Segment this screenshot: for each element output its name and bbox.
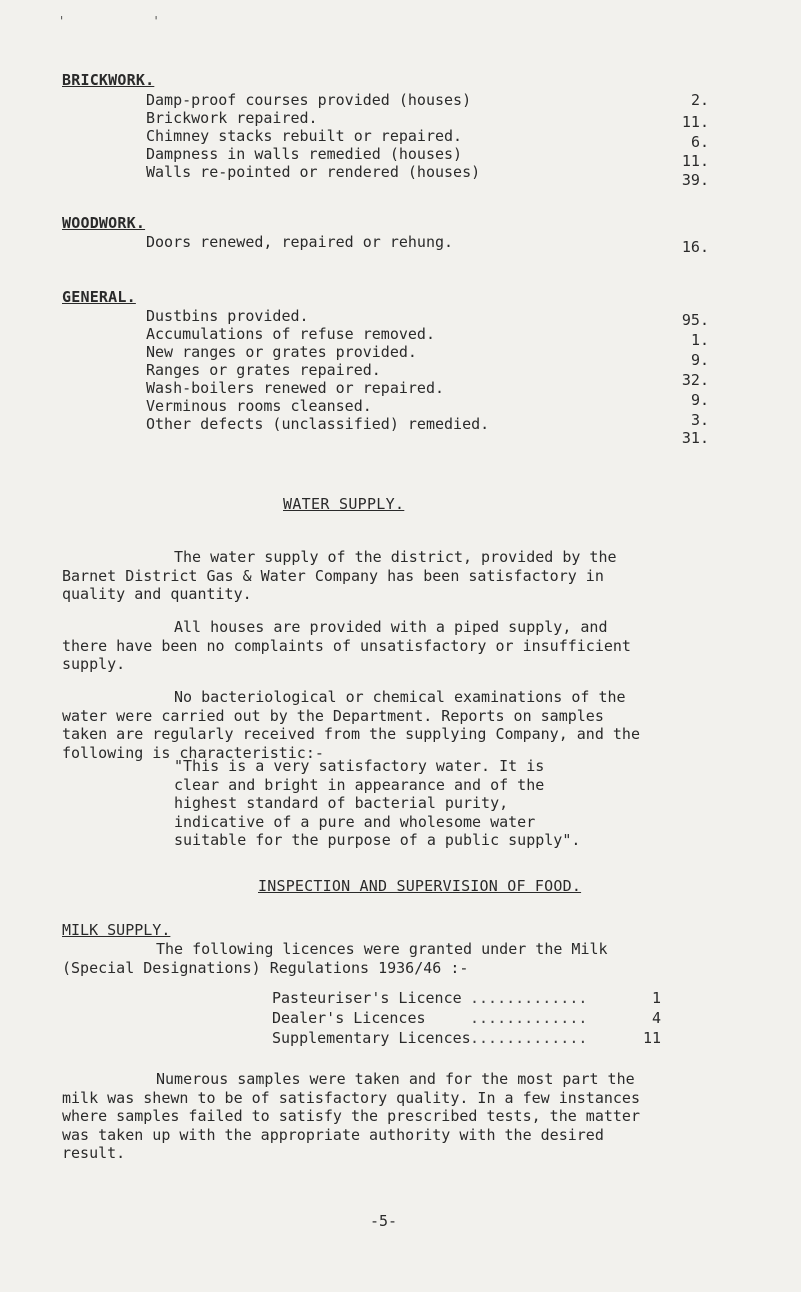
water-supply-heading: WATER SUPPLY. xyxy=(283,495,405,513)
general-item-value: 9. xyxy=(690,391,709,409)
general-item-label: Ranges or grates repaired. xyxy=(146,361,381,379)
leader-dots: ............. xyxy=(470,1029,588,1047)
general-item-label: Accumulations of refuse removed. xyxy=(146,325,435,343)
licence-label: Supplementary Licences xyxy=(272,1029,471,1047)
general-item-value: 31. xyxy=(681,429,709,447)
food-heading: INSPECTION AND SUPERVISION OF FOOD. xyxy=(258,877,582,895)
general-item-value: 32. xyxy=(681,371,709,389)
general-item-label: Dustbins provided. xyxy=(146,307,309,325)
general-item-label: Wash-boilers renewed or repaired. xyxy=(146,379,445,397)
general-item-value: 9. xyxy=(690,351,709,369)
milk-supply-heading: MILK SUPPLY. xyxy=(62,921,171,939)
general-item-label: Verminous rooms cleansed. xyxy=(146,397,372,415)
woodwork-item-value: 16. xyxy=(681,238,709,256)
water-paragraph-2: All houses are provided with a piped supply, and there have been no complaints of unsatisfactory or insufficient supply. xyxy=(62,618,640,673)
brickwork-item-value: 6. xyxy=(690,133,709,151)
licence-label: Dealer's Licences xyxy=(272,1009,426,1027)
margin-marks: ' ' xyxy=(58,14,200,28)
brickwork-item-value: 11. xyxy=(681,113,709,131)
page-number: -5- xyxy=(370,1212,398,1230)
milk-intro: The following licences were granted under the Milk (Special Designations) Regulations 1936/46 :- xyxy=(62,940,617,977)
brickwork-item-label: Brickwork repaired. xyxy=(146,109,318,127)
general-item-label: New ranges or grates provided. xyxy=(146,343,417,361)
general-item-value: 1. xyxy=(690,331,709,349)
brickwork-item-label: Damp-proof courses provided (houses) xyxy=(146,91,472,109)
brickwork-item-label: Dampness in walls remedied (houses) xyxy=(146,145,463,163)
licence-value: 1 xyxy=(651,989,661,1007)
milk-paragraph: Numerous samples were taken and for the most part the milk was shewn to be of satisfactory quality. In a few instances where samples failed to satisfy the prescribed tests, the matter was taken up with the appropriate authority with the desired result. xyxy=(62,1070,649,1162)
licence-value: 11 xyxy=(642,1029,661,1047)
woodwork-heading: WOODWORK. xyxy=(62,214,146,232)
licence-label: Pasteuriser's Licence xyxy=(272,989,462,1007)
brickwork-item-value: 2. xyxy=(690,91,709,109)
general-item-value: 95. xyxy=(681,311,709,329)
water-paragraph-1: The water supply of the district, provided by the Barnet District Gas & Water Company has been satisfactory in quality and quantity. xyxy=(62,548,626,603)
water-paragraph-3: No bacteriological or chemical examinations of the water were carried out by the Department. Reports on samples taken are regularly received from the supplying Company, and the following is characteristic:- xyxy=(62,688,649,762)
brickwork-item-value: 39. xyxy=(681,171,709,189)
brickwork-heading: BRICKWORK. xyxy=(62,71,155,89)
brickwork-item-label: Chimney stacks rebuilt or repaired. xyxy=(146,127,463,145)
general-item-label: Other defects (unclassified) remedied. xyxy=(146,415,490,433)
leader-dots: ............. xyxy=(470,989,588,1007)
leader-dots: ............. xyxy=(470,1009,588,1027)
brickwork-item-label: Walls re-pointed or rendered (houses) xyxy=(146,163,481,181)
licence-value: 4 xyxy=(651,1009,661,1027)
general-heading: GENERAL. xyxy=(62,288,136,306)
woodwork-item-label: Doors renewed, repaired or rehung. xyxy=(146,233,454,251)
water-quote: "This is a very satisfactory water. It is clear and bright in appearance and of the highest standard of bacterial purity, indicative of a pure and wholesome water suitable for the purpose of a public supply". xyxy=(174,757,581,849)
brickwork-item-value: 11. xyxy=(681,152,709,170)
general-item-value: 3. xyxy=(690,411,709,429)
